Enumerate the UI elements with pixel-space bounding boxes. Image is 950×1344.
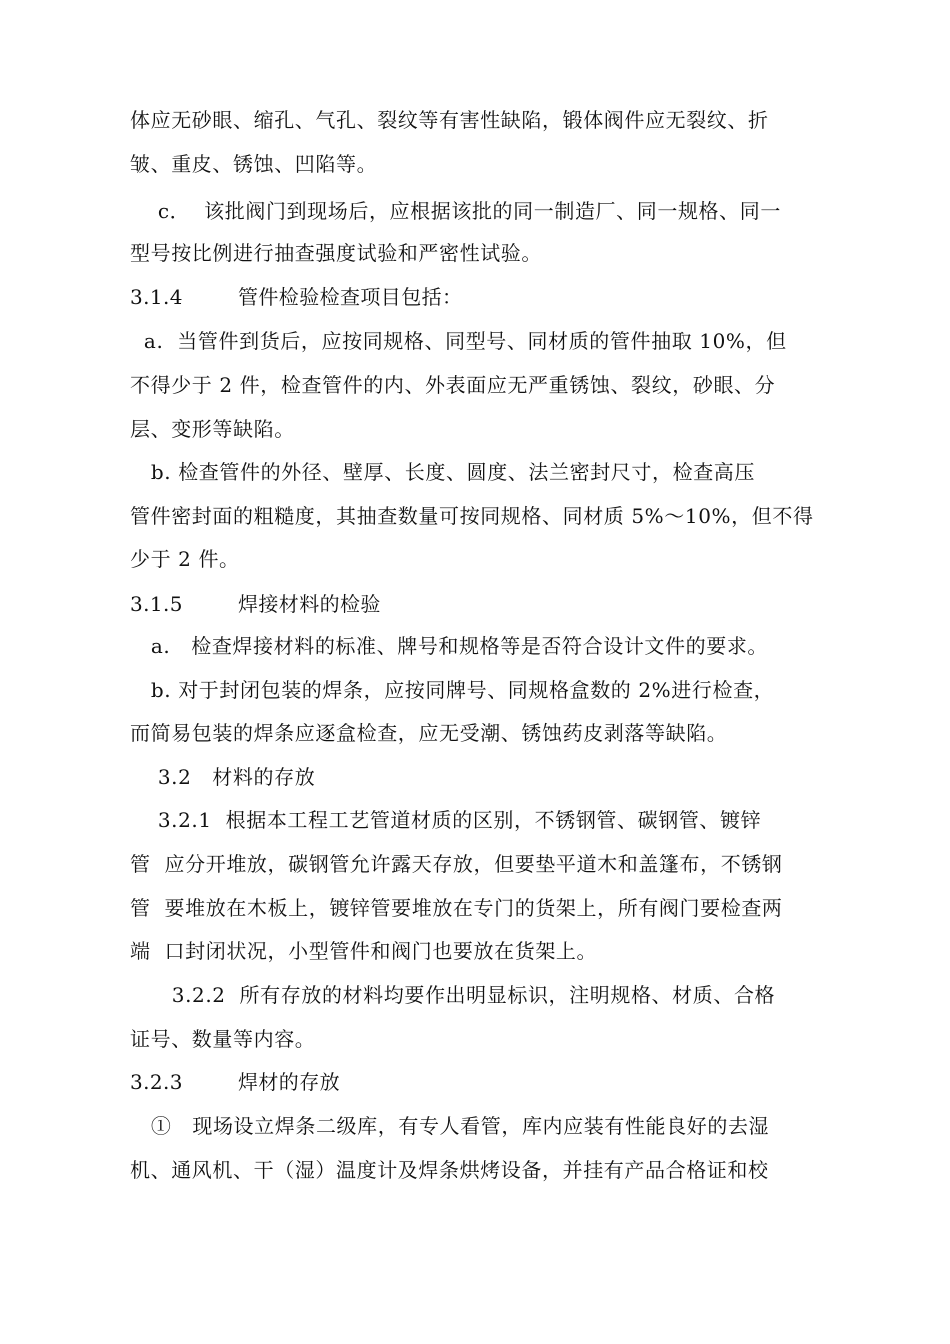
text-line: 少于 2 件。 [130,547,240,571]
text-line: b. 检查管件的外径、壁厚、长度、圆度、法兰密封尺寸，检查高压 [130,460,755,484]
text-line: c． 该批阀门到现场后，应根据该批的同一制造厂、同一规格、同一 [130,199,781,223]
text-line: 端 口封闭状况，小型管件和阀门也要放在货架上。 [130,939,598,963]
text-line: 型号按比例进行抽查强度试验和严密性试验。 [130,241,542,265]
text-line: 体应无砂眼、缩孔、气孔、裂纹等有害性缺陷，锻体阀件应无裂纹、折 [130,108,769,132]
section-title: 管件检验检查项目包括： [238,285,463,309]
section-title: 焊材的存放 [238,1070,340,1094]
section-number: 3.1.5 [130,592,183,616]
text-line: 管件密封面的粗糙度，其抽查数量可按同规格、同材质 5%～10%，但不得 [130,504,814,528]
section-heading-3-1-5 [130,589,381,619]
text-line: 皱、重皮、锈蚀、凹陷等。 [130,152,378,176]
text-line: 3.2.2 所有存放的材料均要作出明显标识，注明规格、材质、合格 [130,983,776,1007]
section-title: 焊接材料的检验 [238,592,381,616]
section-number: 3.1.4 [130,285,183,309]
section-heading-3-2-3 [130,1067,340,1097]
section-heading-3-1-4 [130,282,462,312]
text-line: 机、通风机、干（湿）温度计及焊条烘烤设备，并挂有产品合格证和校 [130,1158,769,1182]
text-line: b. 对于封闭包装的焊条，应按同牌号、同规格盒数的 2%进行检查， [130,678,775,702]
section-heading-3-2: 3.2 材料的存放 [130,765,316,789]
text-line: 管 应分开堆放，碳钢管允许露天存放，但要垫平道木和盖篷布，不锈钢 [130,852,783,876]
text-line: 层、变形等缺陷。 [130,417,295,441]
text-line: 不得少于 2 件，检查管件的内、外表面应无严重锈蚀、裂纹，砂眼、分 [130,373,776,397]
text-line: ① 现场设立焊条二级库，有专人看管，库内应装有性能良好的去湿 [130,1114,770,1138]
text-line: 管 要堆放在木板上，镀锌管要堆放在专门的货架上，所有阀门要检查两 [130,896,783,920]
text-line: 证号、数量等内容。 [130,1027,316,1051]
section-number: 3.2.3 [130,1070,183,1094]
text-line: 3.2.1 根据本工程工艺管道材质的区别，不锈钢管、碳钢管、镀锌 [130,808,762,832]
text-line: a. 检查焊接材料的标准、牌号和规格等是否符合设计文件的要求。 [130,634,769,658]
text-line: a. 当管件到货后，应按同规格、同型号、同材质的管件抽取 10%，但 [130,329,787,353]
text-line: 而简易包装的焊条应逐盒检查，应无受潮、锈蚀药皮剥落等缺陷。 [130,721,728,745]
